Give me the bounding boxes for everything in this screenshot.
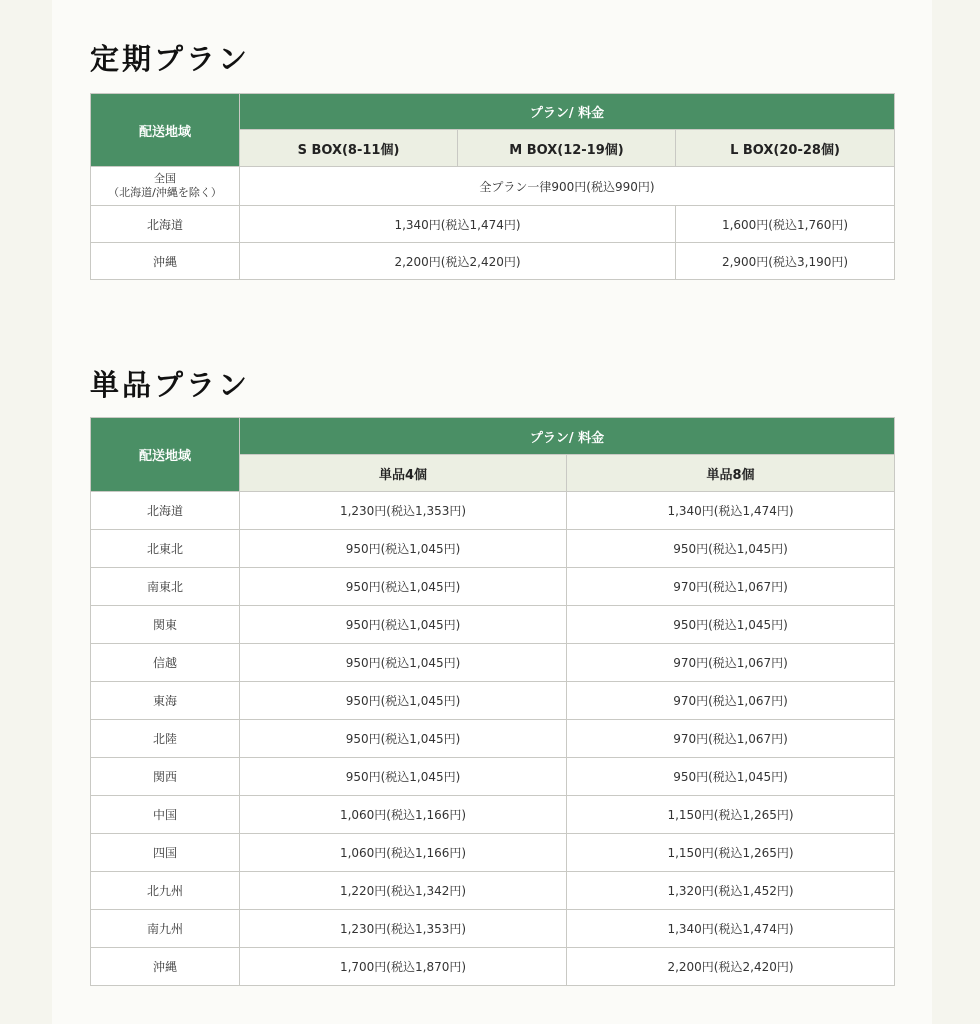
table-row bbox=[91, 492, 895, 530]
fee-cell: 1,700円(税込1,870円) bbox=[240, 948, 567, 986]
fee-cell: 950円(税込1,045円) bbox=[240, 758, 567, 796]
fee-cell: 2,200円(税込2,420円) bbox=[240, 243, 676, 280]
region-header: 配送地域 bbox=[91, 94, 240, 167]
region-cell: 関東 bbox=[91, 606, 240, 644]
fee-cell: 950円(税込1,045円) bbox=[567, 758, 895, 796]
region-cell: 四国 bbox=[91, 834, 240, 872]
tanpin-price-table bbox=[90, 417, 895, 986]
fee-cell: 950円(税込1,045円) bbox=[567, 606, 895, 644]
region-cell: 南九州 bbox=[91, 910, 240, 948]
fee-cell: 970円(税込1,067円) bbox=[567, 720, 895, 758]
region-cell: 北海道 bbox=[91, 492, 240, 530]
l-box-header: L BOX(20-28個) bbox=[676, 130, 895, 167]
fee-cell: 1,150円(税込1,265円) bbox=[567, 796, 895, 834]
fee-cell: 970円(税込1,067円) bbox=[567, 568, 895, 606]
region-cell: 信越 bbox=[91, 644, 240, 682]
region-cell: 北九州 bbox=[91, 872, 240, 910]
s-box-header: S BOX(8-11個) bbox=[240, 130, 458, 167]
region-cell bbox=[91, 167, 240, 206]
tanpin-plan-title: 単品プラン bbox=[90, 368, 251, 402]
fee-cell: 950円(税込1,045円) bbox=[240, 720, 567, 758]
teiki-price-table bbox=[90, 93, 895, 280]
table-row bbox=[91, 243, 895, 280]
fee-cell: 1,150円(税込1,265円) bbox=[567, 834, 895, 872]
region-cell: 南東北 bbox=[91, 568, 240, 606]
fee-cell: 950円(税込1,045円) bbox=[240, 606, 567, 644]
eight-items-header: 単品8個 bbox=[567, 455, 895, 492]
fee-cell: 2,200円(税込2,420円) bbox=[567, 948, 895, 986]
fee-cell: 950円(税込1,045円) bbox=[240, 682, 567, 720]
region-cell: 関西 bbox=[91, 758, 240, 796]
fee-cell: 1,320円(税込1,452円) bbox=[567, 872, 895, 910]
fee-cell: 950円(税込1,045円) bbox=[240, 530, 567, 568]
table-row bbox=[91, 758, 895, 796]
fee-cell: 1,340円(税込1,474円) bbox=[567, 910, 895, 948]
region-line: 全国 bbox=[154, 172, 176, 186]
fee-cell: 1,340円(税込1,474円) bbox=[240, 206, 676, 243]
table-row bbox=[91, 910, 895, 948]
plan-fee-header: プラン/ 料金 bbox=[240, 94, 895, 130]
fee-cell: 1,230円(税込1,353円) bbox=[240, 910, 567, 948]
table-row bbox=[91, 682, 895, 720]
table-row bbox=[91, 530, 895, 568]
region-cell: 沖縄 bbox=[91, 243, 240, 280]
fee-cell: 970円(税込1,067円) bbox=[567, 644, 895, 682]
fee-cell: 1,340円(税込1,474円) bbox=[567, 492, 895, 530]
region-header: 配送地域 bbox=[91, 418, 240, 492]
fee-cell: 1,230円(税込1,353円) bbox=[240, 492, 567, 530]
four-items-header: 単品4個 bbox=[240, 455, 567, 492]
region-cell: 北東北 bbox=[91, 530, 240, 568]
fee-cell: 1,060円(税込1,166円) bbox=[240, 834, 567, 872]
table-row bbox=[91, 644, 895, 682]
table-row bbox=[91, 872, 895, 910]
table-row bbox=[91, 206, 895, 243]
fee-cell: 全プラン一律900円(税込990円) bbox=[240, 167, 895, 206]
teiki-plan-title: 定期プラン bbox=[90, 42, 251, 76]
region-cell: 中国 bbox=[91, 796, 240, 834]
fee-cell: 1,600円(税込1,760円) bbox=[676, 206, 895, 243]
table-row bbox=[91, 948, 895, 986]
region-cell: 北海道 bbox=[91, 206, 240, 243]
region-cell: 北陸 bbox=[91, 720, 240, 758]
region-cell: 沖縄 bbox=[91, 948, 240, 986]
table-row bbox=[91, 568, 895, 606]
table-row bbox=[91, 834, 895, 872]
table-row bbox=[91, 167, 895, 206]
fee-cell: 950円(税込1,045円) bbox=[240, 644, 567, 682]
plan-fee-header: プラン/ 料金 bbox=[240, 418, 895, 455]
fee-cell: 1,060円(税込1,166円) bbox=[240, 796, 567, 834]
table-row bbox=[91, 606, 895, 644]
fee-cell: 1,220円(税込1,342円) bbox=[240, 872, 567, 910]
fee-cell: 950円(税込1,045円) bbox=[567, 530, 895, 568]
fee-cell: 950円(税込1,045円) bbox=[240, 568, 567, 606]
fee-cell: 2,900円(税込3,190円) bbox=[676, 243, 895, 280]
m-box-header: M BOX(12-19個) bbox=[458, 130, 676, 167]
table-row bbox=[91, 796, 895, 834]
region-line: （北海道/沖縄を除く） bbox=[108, 186, 222, 199]
region-cell: 東海 bbox=[91, 682, 240, 720]
table-row bbox=[91, 720, 895, 758]
fee-cell: 970円(税込1,067円) bbox=[567, 682, 895, 720]
